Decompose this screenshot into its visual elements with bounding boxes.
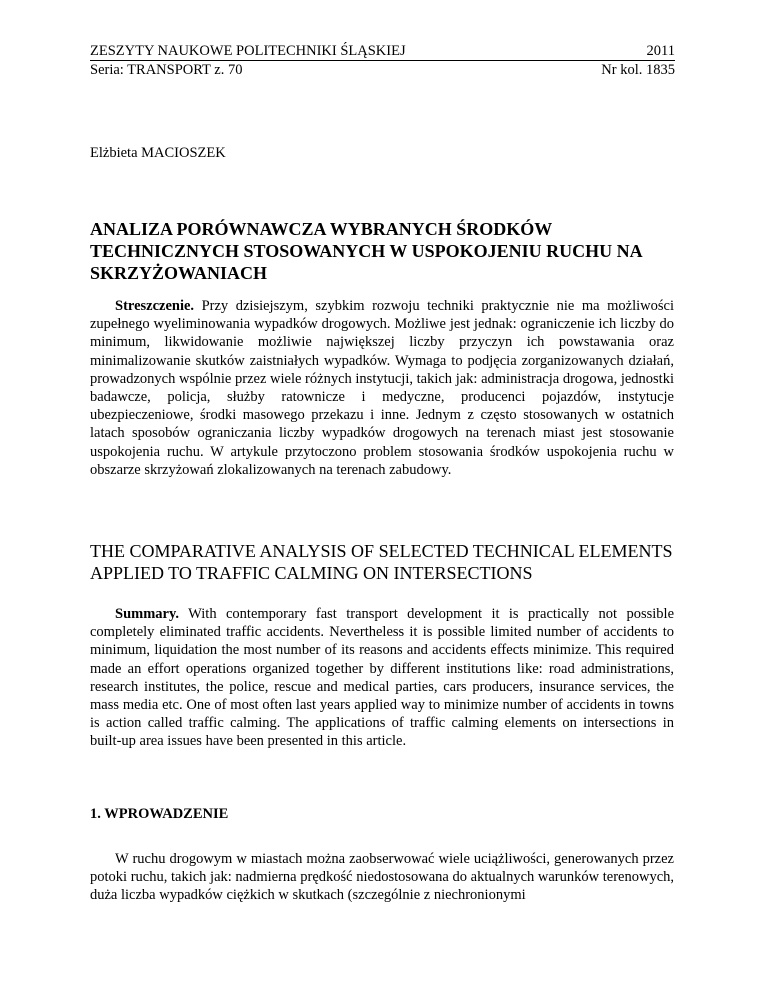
abstract-english [90, 605, 674, 751]
header-row-series [90, 61, 675, 79]
page-header [90, 42, 675, 79]
title-english: THE COMPARATIVE ANALYSIS OF SELECTED TECHNICAL ELEMENTS APPLIED TO TRAFFIC CALMING ON INTERSECTIONS [90, 541, 673, 583]
abstract-english-label: Summary. [115, 606, 180, 622]
abstract-polish-text: Przy dzisiejszym, szybkim rozwoju techniki praktycznie nie ma możliwości zupełnego wyeliminowania wypadków drogowych. Możliwe jest jednak: ograniczenie ich liczby do minimum, likwidowanie możliwie największej liczby przyczyn ich powstawania oraz minimalizowanie skutków zaistniałych wypadków. Wymaga to podjęcia zorganizowanych działań, prowadzonych wspólnie przez wiele różnych instytucji, takich jak: administracja drogowa, jednostki badawcze, policja, służby ratownicze i medyczne, producenci pojazdów, instytucje ubezpieczeniowe, środki masowego przekazu i inne. Jednym z często stosowanych w ostatnich latach sposobów ograniczania liczby wypadków drogowych na terenach miast jest stosowanie uspokojenia ruchu. W artykule przytoczono problem stosowania środków uspokojenia ruchu w obszarze skrzyżowań zlokalizowanych na terenach zabudowy. [90, 298, 674, 478]
abstract-polish [90, 297, 674, 479]
series-name: Seria: TRANSPORT z. 70 [90, 62, 243, 78]
author-name: Elżbieta MACIOSZEK [90, 145, 226, 161]
journal-name: ZESZYTY NAUKOWE POLITECHNIKI ŚLĄSKIEJ [90, 43, 406, 59]
abstract-english-text: With contemporary fast transport development it is practically not possible completely eliminated traffic accidents. Nevertheless it is possible limited number of accidents to minimum, liquidation the most number of its reasons and accidents effects minimize. This required made an effort operations organized together by different institutions like: road administrations, research institutes, the police, rescue and medical parties, cars producers, insurance services, the mass media etc. One of most often last years applied way to minimize number of accidents in towns is action called traffic calming. The applications of traffic calming elements on intersections in built-up area issues have been presented in this article. [90, 606, 674, 750]
section-body-text: W ruchu drogowym w miastach można zaobserwować wiele uciążliwości, generowanych przez potoki ruchu, takich jak: nadmierna prędkość niedostosowana do aktualnych warunków terenowych, duża liczba wypadków ciężkich w skutkach (szczególnie z niechronionymi [90, 851, 674, 904]
title-polish: ANALIZA PORÓWNAWCZA WYBRANYCH ŚRODKÓW TECHNICZNYCH STOSOWANYCH W USPOKOJENIU RUCHU NA SKRZYŻOWANIACH [90, 219, 642, 283]
header-row-journal [90, 42, 675, 61]
section-heading: 1. WPROWADZENIE [90, 806, 229, 822]
publication-year: 2011 [646, 43, 675, 59]
abstract-polish-label: Streszczenie. [115, 298, 195, 314]
volume-number: Nr kol. 1835 [601, 62, 675, 78]
